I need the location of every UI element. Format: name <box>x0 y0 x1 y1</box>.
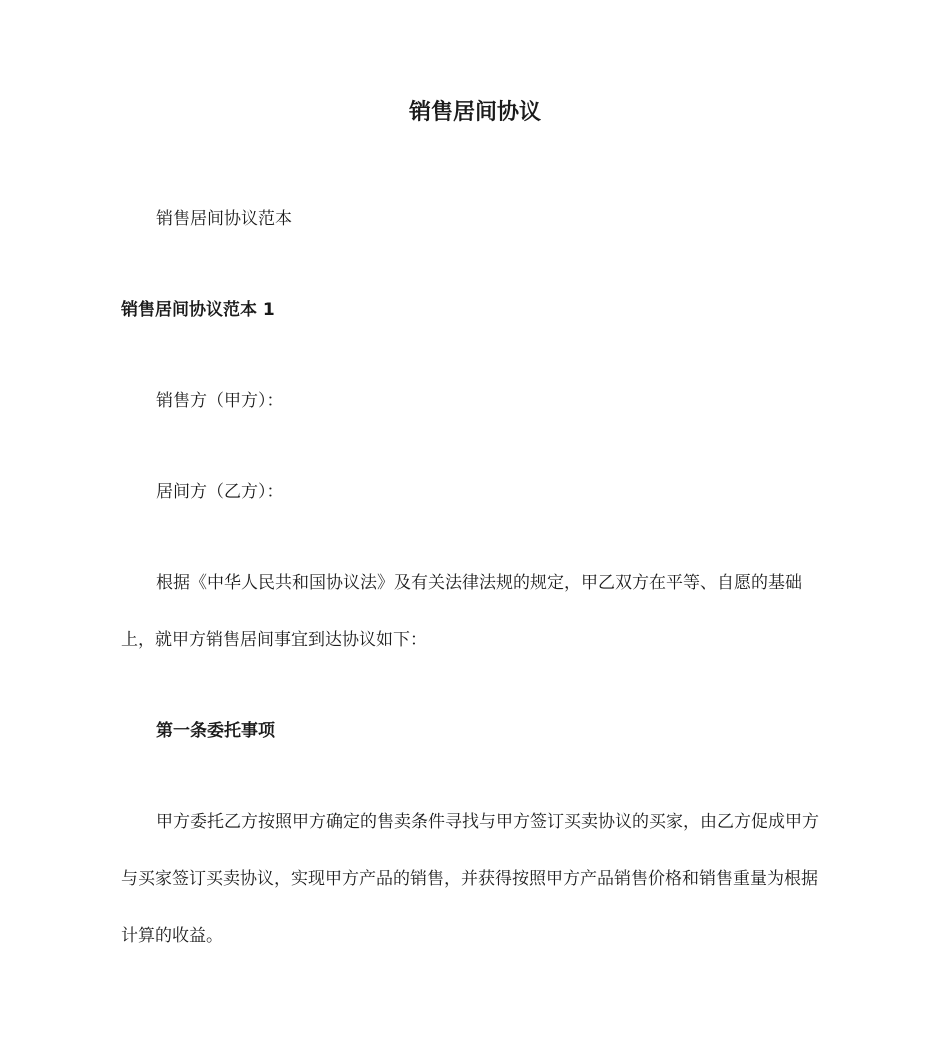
preamble-paragraph: 根据《中华人民共和国协议法》及有关法律法规的规定，甲乙双方在平等、自愿的基础上，就甲方销售居间事宜到达协议如下： <box>121 573 802 650</box>
document-subtitle: 销售居间协议范本 <box>156 209 292 229</box>
party-a-label: 销售方（甲方）： <box>156 391 284 411</box>
party-b-label: 居间方（乙方）： <box>156 482 284 502</box>
document-title: 销售居间协议 <box>408 100 541 125</box>
article-1-body: 甲方委托乙方按照甲方确定的售卖条件寻找与甲方签订买卖协议的买家，由乙方促成甲方与买家签订买卖协议，实现甲方产品的销售，并获得按照甲方产品销售价格和销售重量为根据计算的收益。 <box>121 812 819 946</box>
section-heading: 销售居间协议范本 1 <box>121 300 275 320</box>
article-1-heading: 第一条委托事项 <box>156 721 275 741</box>
